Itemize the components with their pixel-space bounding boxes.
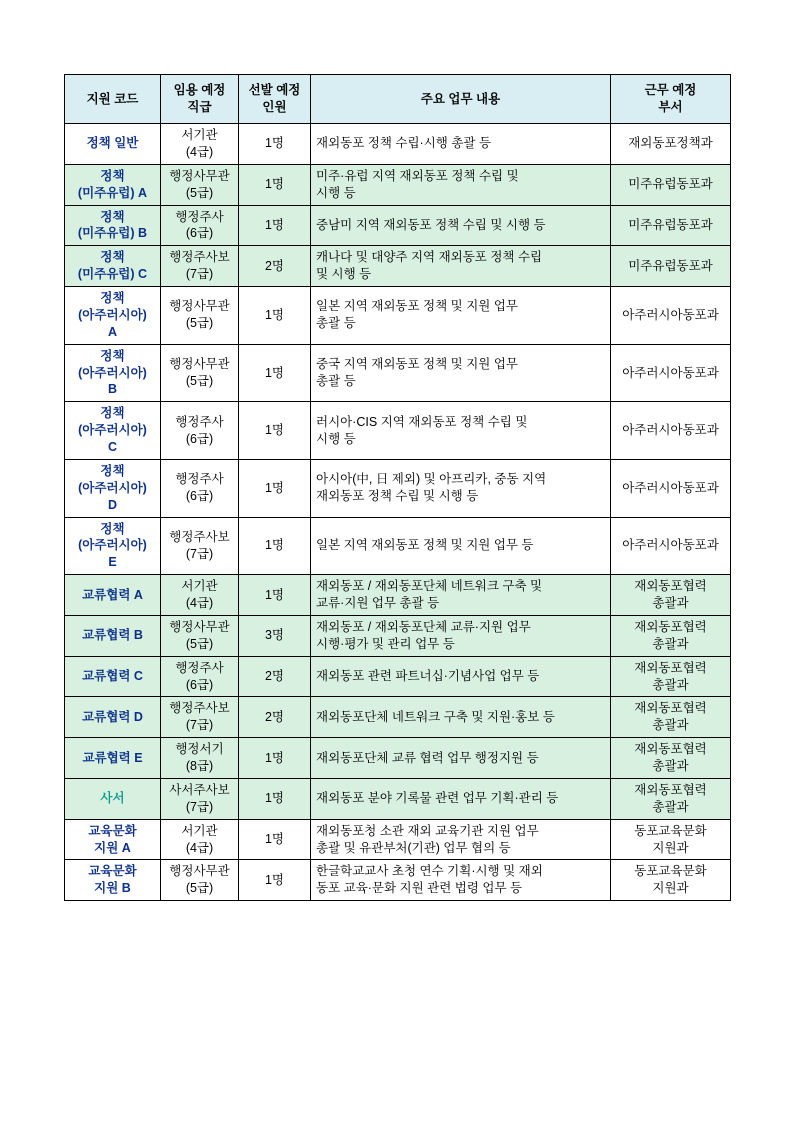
cell-rank-title: 행정사무관 bbox=[169, 864, 230, 879]
cell-code bbox=[65, 697, 161, 738]
cell-dept-line2: 총괄과 bbox=[652, 636, 689, 651]
cell-rank bbox=[161, 615, 239, 656]
cell-dept bbox=[611, 205, 731, 246]
cell-rank-grade: (8급) bbox=[185, 759, 214, 773]
cell-code-line1: 정책 bbox=[100, 250, 125, 265]
cell-code-line1: 정책 bbox=[100, 521, 125, 536]
cell-duty-line1: 재외동포 정책 수립·시행 총괄 등 bbox=[316, 136, 492, 151]
cell-rank bbox=[161, 124, 239, 165]
column-header-dept-line1: 근무 예정 bbox=[644, 83, 697, 98]
cell-duty bbox=[311, 738, 611, 779]
cell-code-line2: (아주러시아) bbox=[78, 423, 147, 438]
cell-rank-title: 행정주사 bbox=[175, 660, 224, 675]
cell-code bbox=[65, 819, 161, 860]
cell-code-line2: (미주유럽) B bbox=[77, 226, 148, 241]
cell-rank-grade: (5급) bbox=[185, 373, 214, 388]
cell-duty bbox=[311, 164, 611, 205]
cell-code-line1: 사서 bbox=[100, 791, 125, 806]
cell-rank-grade: (5급) bbox=[185, 636, 214, 651]
cell-dept bbox=[611, 164, 731, 205]
cell-code bbox=[65, 575, 161, 616]
cell-code-line1: 교육문화 bbox=[88, 823, 137, 838]
cell-code-line1: 정책 bbox=[100, 463, 125, 478]
cell-rank bbox=[161, 246, 239, 287]
cell-rank-grade: (4급) bbox=[185, 144, 214, 159]
cell-duty bbox=[311, 778, 611, 819]
cell-duty-line2: 재외동포 정책 수립 및 시행 등 bbox=[316, 489, 479, 504]
table-row bbox=[65, 697, 731, 738]
cell-rank-grade: (6급) bbox=[185, 677, 214, 692]
cell-duty bbox=[311, 344, 611, 402]
cell-duty bbox=[311, 615, 611, 656]
cell-duty bbox=[311, 124, 611, 165]
cell-duty bbox=[311, 860, 611, 901]
cell-count: 1명 bbox=[239, 819, 311, 860]
cell-rank-grade: (5급) bbox=[185, 185, 214, 200]
cell-dept-line1: 아주러시아동포과 bbox=[622, 480, 719, 495]
cell-dept-line1: 재외동포협력 bbox=[634, 619, 707, 634]
cell-duty bbox=[311, 205, 611, 246]
cell-rank bbox=[161, 402, 239, 460]
cell-duty-line2: 동포 교육·문화 지원 관련 법령 업무 등 bbox=[316, 881, 523, 896]
cell-code bbox=[65, 246, 161, 287]
cell-rank-title: 행정사무관 bbox=[169, 299, 230, 314]
cell-duty-line1: 재외동포 / 재외동포단체 네트워크 구축 및 bbox=[316, 579, 543, 594]
cell-duty bbox=[311, 575, 611, 616]
cell-code-line2: (아주러시아) bbox=[78, 365, 147, 380]
cell-rank bbox=[161, 287, 239, 345]
cell-rank-grade: (4급) bbox=[185, 596, 214, 610]
cell-rank-title: 행정주사 bbox=[175, 414, 224, 429]
cell-rank-title: 행정사무관 bbox=[169, 619, 230, 634]
cell-count: 1명 bbox=[239, 205, 311, 246]
cell-code-line1: 교류협력 C bbox=[82, 669, 143, 684]
column-header-dept bbox=[611, 75, 731, 124]
cell-dept bbox=[611, 778, 731, 819]
cell-code-line1: 정책 bbox=[100, 406, 125, 421]
cell-duty bbox=[311, 819, 611, 860]
cell-dept-line1: 미주유럽동포과 bbox=[628, 217, 713, 232]
cell-code bbox=[65, 615, 161, 656]
cell-rank bbox=[161, 778, 239, 819]
cell-code-line1: 교육문화 bbox=[88, 864, 137, 879]
table-row bbox=[65, 738, 731, 779]
cell-duty-line2: 총괄 등 bbox=[316, 373, 356, 388]
cell-code-line2: 지원 B bbox=[94, 881, 131, 896]
cell-count: 2명 bbox=[239, 697, 311, 738]
cell-rank bbox=[161, 205, 239, 246]
cell-code-line1: 정책 일반 bbox=[86, 136, 139, 151]
cell-code-line2: (아주러시아) bbox=[78, 480, 147, 495]
cell-code-line2: 지원 A bbox=[94, 840, 131, 855]
cell-rank-title: 행정주사보 bbox=[169, 701, 230, 716]
cell-duty-line2: 시행 등 bbox=[316, 185, 356, 200]
cell-count: 1명 bbox=[239, 402, 311, 460]
table-row bbox=[65, 819, 731, 860]
cell-rank-title: 행정주사 bbox=[175, 472, 224, 487]
cell-count: 1명 bbox=[239, 860, 311, 901]
cell-code bbox=[65, 860, 161, 901]
cell-duty-line1: 중남미 지역 재외동포 정책 수립 및 시행 등 bbox=[316, 217, 546, 232]
cell-duty-line2: 및 시행 등 bbox=[316, 267, 372, 282]
cell-dept-line1: 재외동포협력 bbox=[634, 579, 707, 594]
cell-duty bbox=[311, 656, 611, 697]
cell-code-line1: 정책 bbox=[100, 348, 125, 363]
cell-count: 1명 bbox=[239, 575, 311, 616]
cell-code-line3: D bbox=[107, 497, 118, 512]
cell-rank bbox=[161, 344, 239, 402]
cell-count: 2명 bbox=[239, 246, 311, 287]
column-header-count-line1: 선발 예정 bbox=[248, 83, 301, 98]
cell-code bbox=[65, 164, 161, 205]
cell-dept bbox=[611, 819, 731, 860]
cell-code-line2: (아주러시아) bbox=[78, 538, 147, 553]
cell-code bbox=[65, 517, 161, 575]
cell-rank-grade: (6급) bbox=[185, 226, 214, 241]
table-header bbox=[65, 75, 731, 124]
cell-dept bbox=[611, 246, 731, 287]
cell-duty-line1: 재외동포 관련 파트너십·기념사업 업무 등 bbox=[316, 669, 540, 684]
cell-dept-line2: 총괄과 bbox=[652, 596, 689, 610]
cell-dept-line1: 아주러시아동포과 bbox=[622, 538, 719, 553]
cell-count: 3명 bbox=[239, 615, 311, 656]
cell-duty-line1: 중국 지역 재외동포 정책 및 지원 업무 bbox=[316, 357, 518, 372]
cell-dept bbox=[611, 860, 731, 901]
cell-duty-line1: 재외동포단체 네트워크 구축 및 지원·홍보 등 bbox=[316, 709, 555, 724]
cell-dept-line1: 동포교육문화 bbox=[634, 823, 707, 838]
cell-code-line3: A bbox=[107, 324, 118, 339]
cell-dept bbox=[611, 738, 731, 779]
cell-rank-title: 행정주사 bbox=[175, 209, 224, 224]
table-row bbox=[65, 344, 731, 402]
table-row bbox=[65, 615, 731, 656]
cell-dept-line1: 미주유럽동포과 bbox=[628, 177, 713, 192]
cell-rank-grade: (7급) bbox=[185, 799, 214, 814]
cell-rank-title: 행정주사보 bbox=[169, 250, 230, 265]
cell-duty bbox=[311, 402, 611, 460]
cell-rank-grade: (6급) bbox=[185, 431, 214, 446]
cell-dept-line2: 총괄과 bbox=[652, 759, 689, 773]
cell-rank bbox=[161, 575, 239, 616]
cell-duty-line2: 시행 등 bbox=[316, 431, 356, 446]
cell-dept bbox=[611, 615, 731, 656]
cell-rank bbox=[161, 164, 239, 205]
cell-duty-line1: 러시아·CIS 지역 재외동포 정책 수립 및 bbox=[316, 414, 528, 429]
cell-rank-title: 행정서기 bbox=[175, 742, 224, 757]
cell-dept bbox=[611, 697, 731, 738]
cell-dept bbox=[611, 344, 731, 402]
column-header-count bbox=[239, 75, 311, 124]
cell-count: 2명 bbox=[239, 656, 311, 697]
cell-count: 1명 bbox=[239, 344, 311, 402]
cell-rank-grade: (5급) bbox=[185, 881, 214, 896]
cell-code-line2: (미주유럽) A bbox=[77, 185, 148, 200]
cell-duty-line2: 교류·지원 업무 총괄 등 bbox=[316, 596, 440, 610]
table-row bbox=[65, 246, 731, 287]
cell-code-line2: (미주유럽) C bbox=[77, 267, 148, 282]
cell-dept-line2: 지원과 bbox=[652, 881, 689, 896]
cell-duty-line1: 재외동포 분야 기록물 관련 업무 기획·관리 등 bbox=[316, 791, 559, 806]
cell-dept-line1: 재외동포정책과 bbox=[628, 136, 713, 151]
cell-dept bbox=[611, 402, 731, 460]
table-row bbox=[65, 656, 731, 697]
cell-rank-grade: (7급) bbox=[185, 718, 214, 733]
cell-count: 1명 bbox=[239, 164, 311, 205]
cell-duty-line1: 재외동포단체 교류 협력 업무 행정지원 등 bbox=[316, 750, 539, 765]
column-header-code: 지원 코드 bbox=[65, 75, 161, 124]
cell-duty bbox=[311, 697, 611, 738]
cell-code-line1: 정책 bbox=[100, 209, 125, 224]
cell-rank-grade: (7급) bbox=[185, 267, 214, 282]
table-row bbox=[65, 575, 731, 616]
cell-rank bbox=[161, 517, 239, 575]
cell-dept-line1: 아주러시아동포과 bbox=[622, 307, 719, 322]
column-header-rank-line2: 직급 bbox=[187, 100, 212, 114]
column-header-count-line2: 인원 bbox=[262, 100, 287, 114]
cell-rank-title: 행정사무관 bbox=[169, 357, 230, 372]
column-header-duty: 주요 업무 내용 bbox=[311, 75, 611, 124]
cell-rank-title: 서기관 bbox=[181, 579, 218, 594]
table-header-row bbox=[65, 75, 731, 124]
cell-code bbox=[65, 344, 161, 402]
column-header-rank bbox=[161, 75, 239, 124]
recruitment-table bbox=[64, 74, 731, 901]
cell-duty-line1: 일본 지역 재외동포 정책 및 지원 업무 등 bbox=[316, 538, 534, 553]
cell-dept-line1: 아주러시아동포과 bbox=[622, 423, 719, 438]
table-row bbox=[65, 860, 731, 901]
cell-code-line1: 교류협력 E bbox=[82, 750, 143, 765]
cell-dept-line1: 아주러시아동포과 bbox=[622, 365, 719, 380]
table-row bbox=[65, 459, 731, 517]
cell-rank-title: 서기관 bbox=[181, 128, 218, 142]
cell-dept-line1: 재외동포협력 bbox=[634, 742, 707, 757]
cell-code bbox=[65, 205, 161, 246]
cell-dept-line2: 총괄과 bbox=[652, 799, 689, 814]
cell-duty-line2: 총괄 등 bbox=[316, 316, 356, 331]
cell-dept bbox=[611, 575, 731, 616]
cell-rank bbox=[161, 819, 239, 860]
cell-duty-line1: 한글학교교사 초청 연수 기획·시행 및 재외 bbox=[316, 864, 543, 879]
cell-code bbox=[65, 778, 161, 819]
cell-dept bbox=[611, 124, 731, 165]
cell-code-line1: 정책 bbox=[100, 168, 125, 183]
cell-dept-line1: 재외동포협력 bbox=[634, 660, 707, 675]
table-row bbox=[65, 205, 731, 246]
cell-rank bbox=[161, 459, 239, 517]
cell-rank bbox=[161, 697, 239, 738]
table-row bbox=[65, 164, 731, 205]
cell-dept-line2: 지원과 bbox=[652, 840, 689, 855]
cell-code bbox=[65, 402, 161, 460]
cell-dept bbox=[611, 656, 731, 697]
cell-duty-line1: 아시아(中, 日 제외) 및 아프리카, 중동 지역 bbox=[316, 472, 547, 487]
cell-duty-line1: 일본 지역 재외동포 정책 및 지원 업무 bbox=[316, 299, 518, 314]
cell-code bbox=[65, 459, 161, 517]
cell-code bbox=[65, 287, 161, 345]
cell-rank-title: 사서주사보 bbox=[169, 782, 230, 797]
cell-rank bbox=[161, 738, 239, 779]
recruitment-table-container bbox=[64, 74, 730, 901]
cell-dept bbox=[611, 287, 731, 345]
cell-count: 1명 bbox=[239, 738, 311, 779]
cell-count: 1명 bbox=[239, 778, 311, 819]
cell-code-line2: (아주러시아) bbox=[78, 307, 147, 322]
cell-rank-grade: (4급) bbox=[185, 840, 214, 855]
table-row bbox=[65, 124, 731, 165]
table-body bbox=[65, 124, 731, 901]
cell-dept-line1: 재외동포협력 bbox=[634, 782, 707, 797]
cell-rank-title: 서기관 bbox=[181, 823, 218, 838]
column-header-dept-line2: 부서 bbox=[658, 100, 683, 114]
cell-code-line1: 정책 bbox=[100, 291, 125, 305]
cell-duty-line1: 재외동포 / 재외동포단체 교류·지원 업무 bbox=[316, 619, 531, 634]
table-row bbox=[65, 778, 731, 819]
table-row bbox=[65, 517, 731, 575]
cell-duty bbox=[311, 517, 611, 575]
cell-duty bbox=[311, 459, 611, 517]
cell-duty-line1: 캐나다 및 대양주 지역 재외동포 정책 수립 bbox=[316, 250, 543, 265]
cell-count: 1명 bbox=[239, 287, 311, 345]
table-row bbox=[65, 287, 731, 345]
cell-count: 1명 bbox=[239, 459, 311, 517]
cell-count: 1명 bbox=[239, 124, 311, 165]
cell-duty bbox=[311, 287, 611, 345]
cell-code-line3: E bbox=[108, 555, 117, 570]
cell-count: 1명 bbox=[239, 517, 311, 575]
cell-duty-line1: 미주·유럽 지역 재외동포 정책 수립 및 bbox=[316, 168, 519, 183]
cell-rank bbox=[161, 656, 239, 697]
column-header-rank-line1: 임용 예정 bbox=[173, 83, 226, 98]
cell-code-line1: 교류협력 D bbox=[82, 709, 143, 724]
cell-code bbox=[65, 656, 161, 697]
cell-code-line3: B bbox=[107, 382, 118, 397]
cell-rank bbox=[161, 860, 239, 901]
cell-code-line1: 교류협력 A bbox=[82, 587, 143, 602]
cell-code bbox=[65, 738, 161, 779]
table-row bbox=[65, 402, 731, 460]
cell-duty-line2: 총괄 및 유관부처(기관) 업무 협의 등 bbox=[316, 840, 511, 855]
cell-dept bbox=[611, 459, 731, 517]
cell-duty-line2: 시행·평가 및 관리 업무 등 bbox=[316, 636, 455, 651]
cell-code-line1: 교류협력 B bbox=[82, 628, 143, 643]
cell-dept-line1: 재외동포협력 bbox=[634, 701, 707, 716]
cell-code bbox=[65, 124, 161, 165]
cell-rank-title: 행정주사보 bbox=[169, 529, 230, 544]
cell-dept-line1: 동포교육문화 bbox=[634, 864, 707, 879]
cell-rank-grade: (5급) bbox=[185, 316, 214, 331]
cell-rank-title: 행정사무관 bbox=[169, 168, 230, 183]
cell-duty bbox=[311, 246, 611, 287]
cell-dept-line1: 미주유럽동포과 bbox=[628, 258, 713, 273]
cell-dept-line2: 총괄과 bbox=[652, 718, 689, 733]
cell-dept bbox=[611, 517, 731, 575]
cell-code-line3: C bbox=[107, 440, 118, 454]
cell-rank-grade: (7급) bbox=[185, 546, 214, 561]
cell-duty-line1: 재외동포청 소관 재외 교육기관 지원 업무 bbox=[316, 823, 539, 838]
cell-dept-line2: 총괄과 bbox=[652, 677, 689, 692]
cell-rank-grade: (6급) bbox=[185, 489, 214, 504]
